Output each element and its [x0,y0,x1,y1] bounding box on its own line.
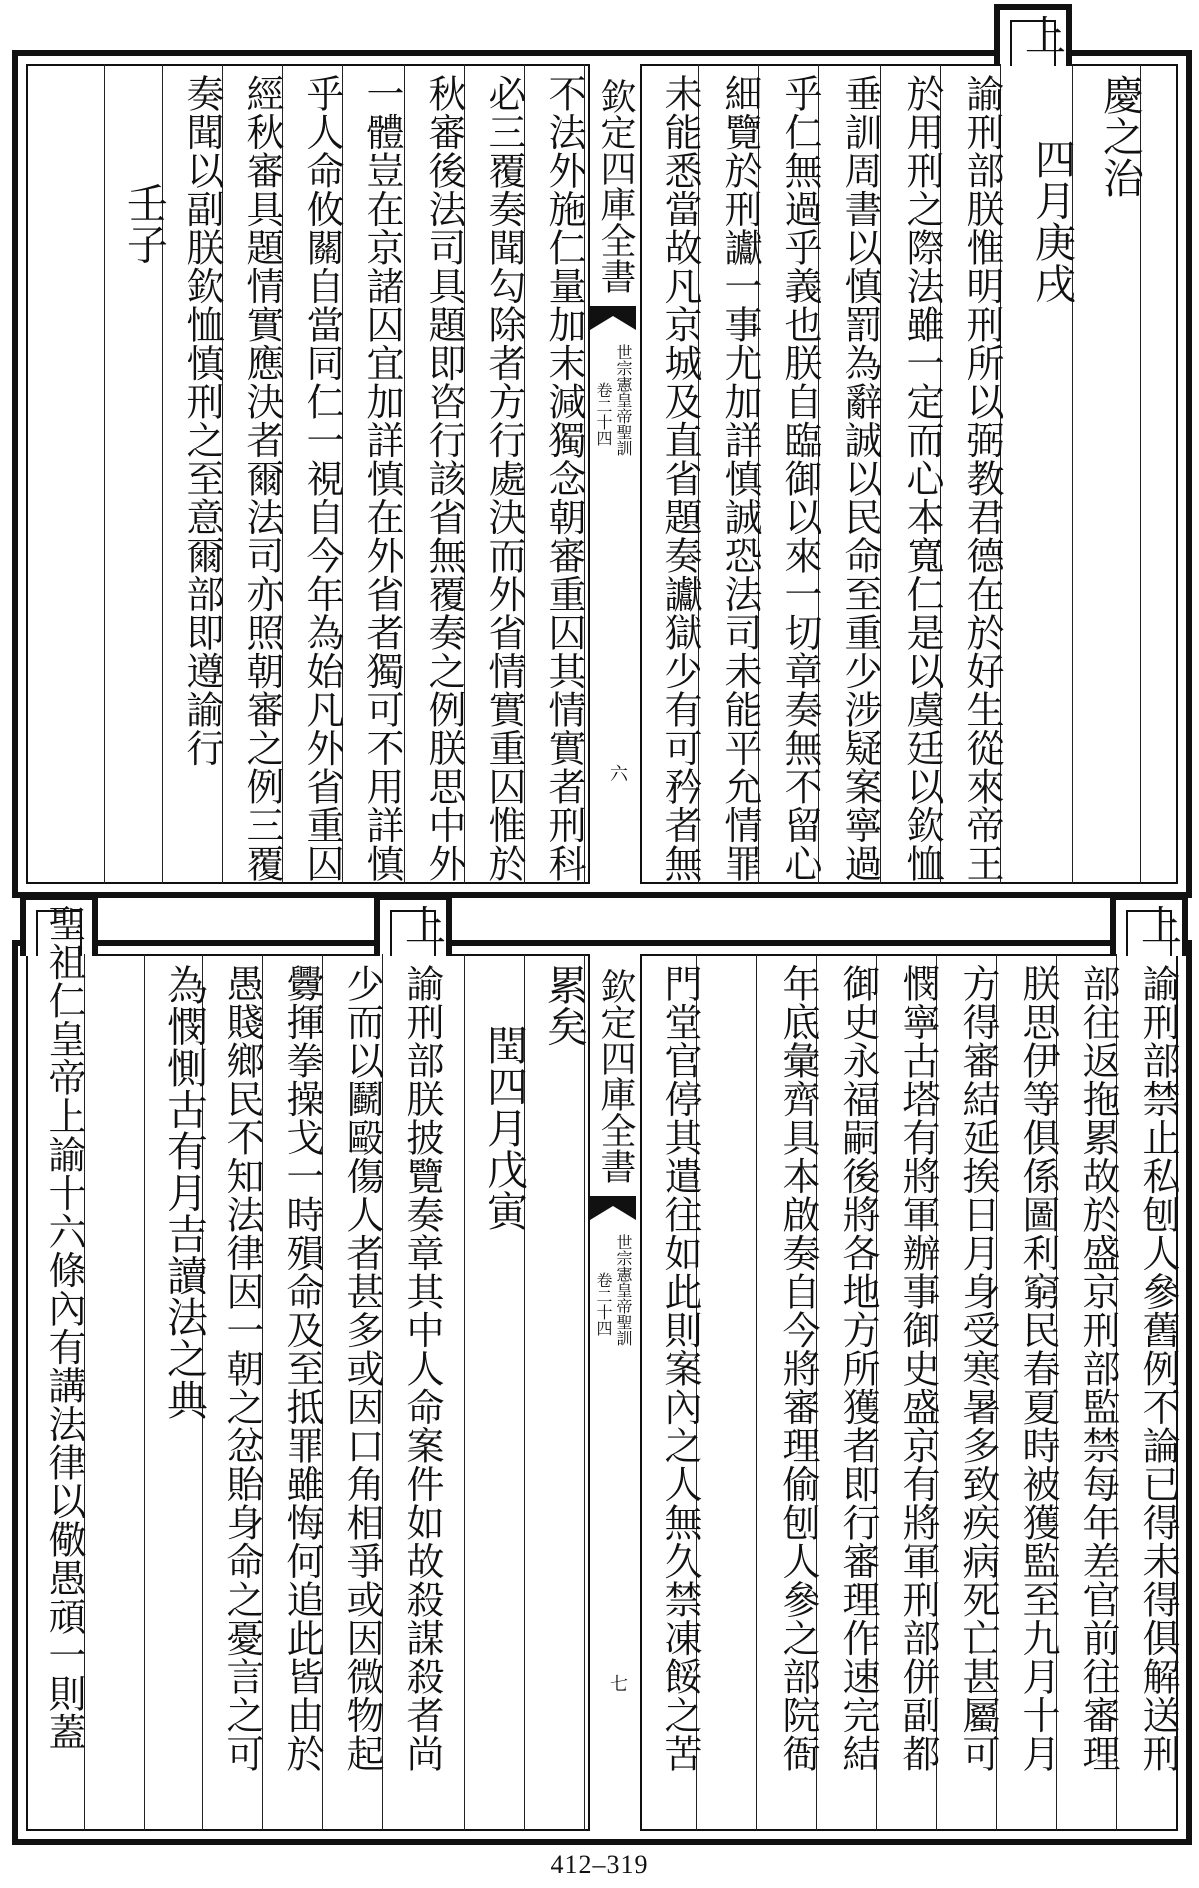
text-column: 為憫惻古有月吉讀法之典 [160,964,208,1421]
text-column: 諭刑部禁止私刨人參舊例不論已得未得俱解送刑 [1136,964,1180,1773]
text-column: 未能悉當故凡京城及直省題奏讞獄少有可矜者無 [658,74,702,883]
text-column: 累矣 [540,964,588,1047]
text-column: 釁揮拳操戈一時殞命及至抵罪雖悔何追此皆由於 [280,964,324,1773]
text-column-raised: 上 [1134,904,1182,946]
text-column: 慶之治 [1096,74,1144,199]
text-column: 愚賤鄉民不知法律因一朝之忿貽身命之憂言之可 [220,964,264,1773]
text-column: 朕思伊等俱係圖利窮民春夏時被獲監至九月十月 [1016,964,1060,1773]
text-column: 方得審結延挨日月身受寒暑多致疾病死亡甚屬可 [956,964,1000,1773]
text-column: 不法外施仁量加末減獨念朝審重囚其情實者刑科 [542,74,586,883]
text-column: 四月庚戌 [1028,138,1076,304]
book-title: 欽定四庫全書 [595,78,636,294]
text-column: 閏四月戊寅 [480,1024,528,1232]
book-title: 欽定四庫全書 [595,968,636,1184]
text-column-raised: 上 [1018,14,1066,56]
text-column: 經秋審具題情實應決者爾法司亦照朝審之例三覆 [240,74,284,883]
page-number: 六 [607,764,628,782]
text-column: 細覽於刑讞一事尤加詳慎誠恐法司未能平允情罪 [718,74,762,883]
text-column: 門堂官停其遣往如此則案內之人無久禁凍餒之苦 [658,964,702,1773]
banderole-volume: 卷二十四 [594,1272,613,1336]
banderole-subtitle: 世宗憲皇帝聖訓 [614,344,633,456]
banderole-center [588,64,642,884]
text-column: 必三覆奏聞勾除者方行處決而外省情實重囚惟於 [482,74,526,883]
banderole-volume: 卷二十四 [594,382,613,446]
banderole-center [588,954,642,1831]
column-rule [756,954,757,1831]
text-column: 垂訓周書以慎罰為辭誠以民命至重少涉疑案寧過 [838,74,882,883]
text-column-raised: 聖祖仁皇帝上諭十六條內有講法律以儆愚頑一則蓋 [42,904,86,1751]
text-column: 部往返拖累故於盛京刑部監禁每年差官前往審理 [1076,964,1120,1773]
text-column: 御史永福嗣後將各地方所獲者即行審理作速完結 [836,964,880,1773]
column-rule [464,954,465,1831]
text-column-raised: 上 [398,904,446,946]
page-top [12,14,1192,898]
page-number: 七 [607,1674,628,1692]
text-column: 於用刑之際法雖一定而心本寬仁是以虞廷以欽恤 [900,74,944,883]
text-column: 秋審後法司具題即咨行該省無覆奏之例朕思中外 [422,74,466,883]
text-column: 乎人命攸關自當同仁一視自今年為始凡外省重囚 [300,74,344,883]
text-column: 奏聞以副朕欽恤慎刑之至意爾部即遵諭行 [180,74,224,767]
text-column: 憫寧古塔有將軍辦事御史盛京有將軍刑部併副都 [896,964,940,1773]
text-column: 乎仁無過乎義也朕自臨御以來一切章奏無不留心 [778,74,822,883]
catalog-number: 412–319 [550,1850,649,1879]
page-bottom [12,904,1192,1845]
fish-tail-mark [590,1196,636,1220]
text-column: 少而以鬬毆傷人者甚多或因口角相爭或因微物起 [340,964,384,1773]
fish-tail-mark [590,306,636,330]
text-column: 年底彙齊具本啟奏自今將審理偷刨人參之部院衙 [776,964,820,1773]
text-column: 諭刑部朕披覽奏章其中人命案件如故殺謀殺者尚 [400,964,444,1773]
column-rule [104,64,105,884]
text-column: 一體豈在京諸囚宜加詳慎在外省者獨可不用詳慎 [360,74,404,883]
text-column: 諭刑部朕惟明刑所以弼教君德在於好生從來帝王 [960,74,1004,883]
banderole-subtitle: 世宗憲皇帝聖訓 [614,1234,633,1346]
column-rule [584,954,585,1831]
text-column: 壬子 [120,182,168,265]
column-rule [144,954,145,1831]
